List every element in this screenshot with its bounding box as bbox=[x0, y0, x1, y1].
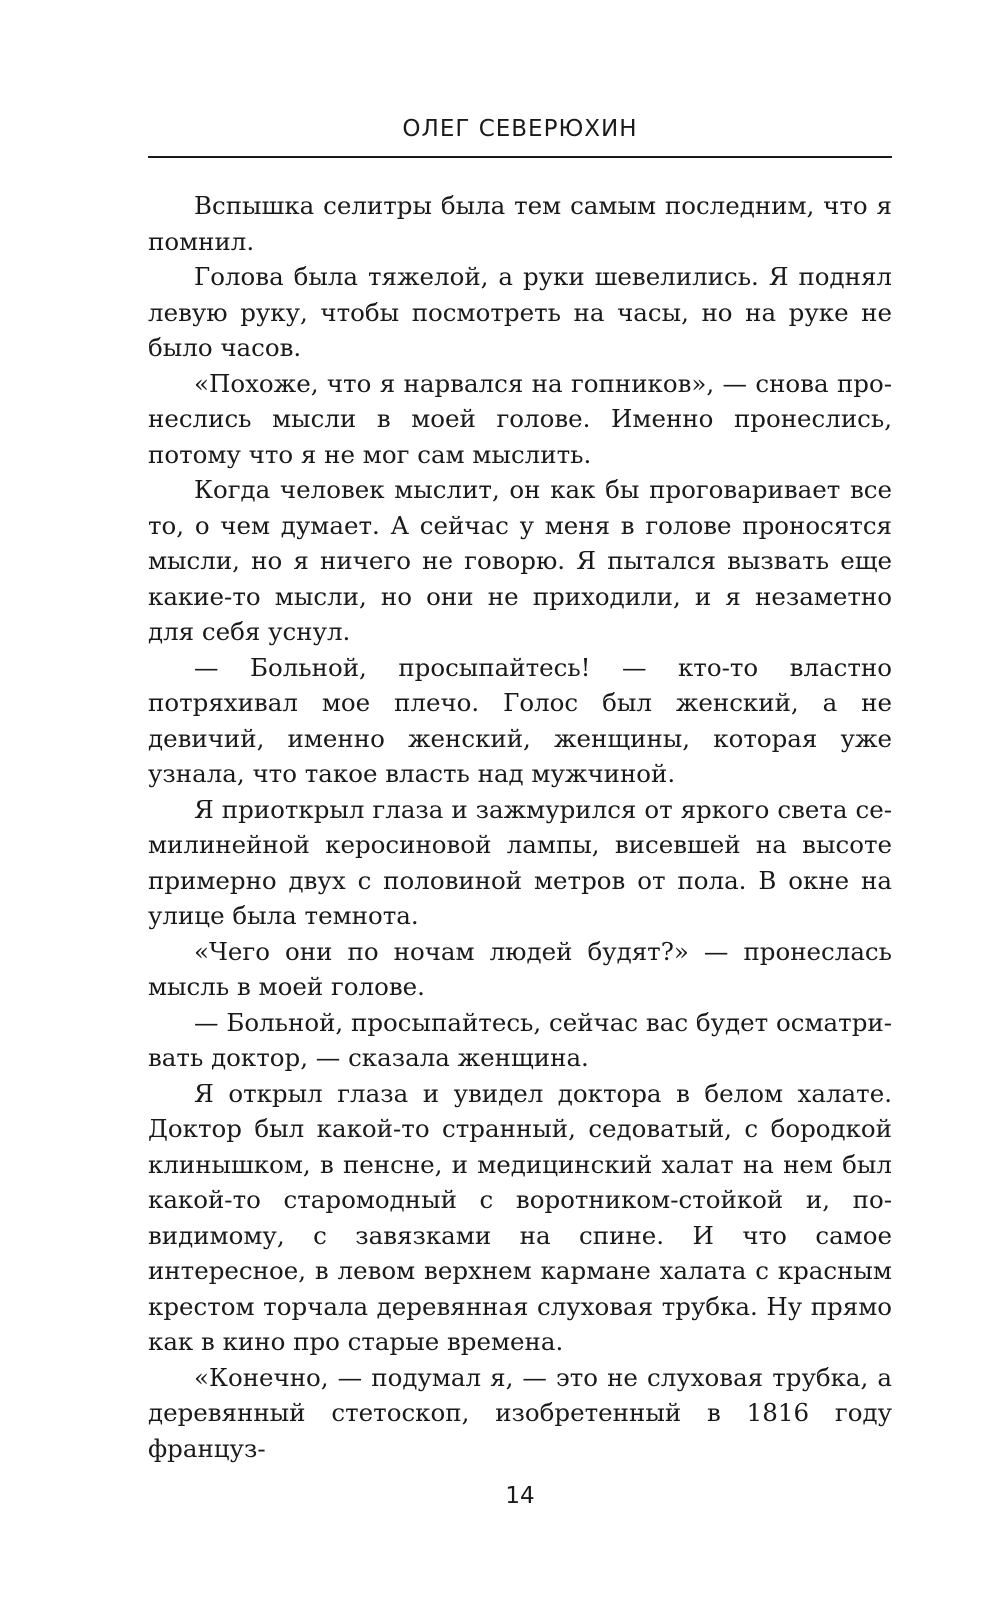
paragraph: — Больной, просыпайтесь! — кто-то властно потряхивал мое плечо. Голос был женский, а не девичий, именно женский, женщины, которая уже узнала, что такое власть над мужчиной. bbox=[148, 652, 892, 788]
paragraph: Когда человек мыслит, он как бы проговаривает все то, о чем думает. А сейчас у меня в голове проносятся мысли, но я ничего не говорю. Я пытался вызвать еще какие-то мысли, но они не приходили, и я незаметно для себя уснул. bbox=[148, 475, 892, 646]
paragraph: Вспышка селитры была тем самым последним, что я помнил. bbox=[148, 191, 892, 256]
paragraph: «Похоже, что я нарвался на гопников», — снова пронеслись мысли в моей голове. Именно пронеслись, потому что я не мог сам мыслить. bbox=[148, 368, 892, 469]
paragraph: Голова была тяжелой, а руки шевелились. Я поднял левую руку, чтобы посмотреть на часы, но на руке не было часов. bbox=[148, 262, 892, 362]
header-rule bbox=[148, 156, 892, 158]
page-number: 14 bbox=[505, 1483, 535, 1509]
running-head-author: ОЛЕГ СЕВЕРЮХИН bbox=[402, 116, 638, 142]
paragraph: «Чего они по ночам людей будят?» — пронеслась мысль в моей голове. bbox=[148, 936, 892, 1001]
page-body-text bbox=[148, 188, 892, 1466]
paragraph: — Больной, просыпайтесь, сейчас вас будет осматривать доктор, — сказала женщина. bbox=[148, 1007, 892, 1072]
paragraph: Я приоткрыл глаза и зажмурился от яркого света семилинейной керосиновой лампы, висевшей на высоте примерно двух с половиной метров от пола. В окне на улице была темнота. bbox=[148, 794, 892, 930]
paragraph: «Конечно, — подумал я, — это не слуховая трубка, а деревянный стетоскоп, изобретенный в 1816 году француз- bbox=[148, 1362, 892, 1463]
paragraph: Я открыл глаза и увидел доктора в белом халате. Доктор был какой-то странный, седоватый, с бородкой клинышком, в пенсне, и медицинский халат на нем был какой-то старомодный с воротником-стойкой и, по-видимому, с завязками на спине. И что самое интересное, в левом верхнем кармане халата с красным крестом торчала деревянная слуховая трубка. Ну прямо как в кино про старые времена. bbox=[148, 1078, 892, 1356]
